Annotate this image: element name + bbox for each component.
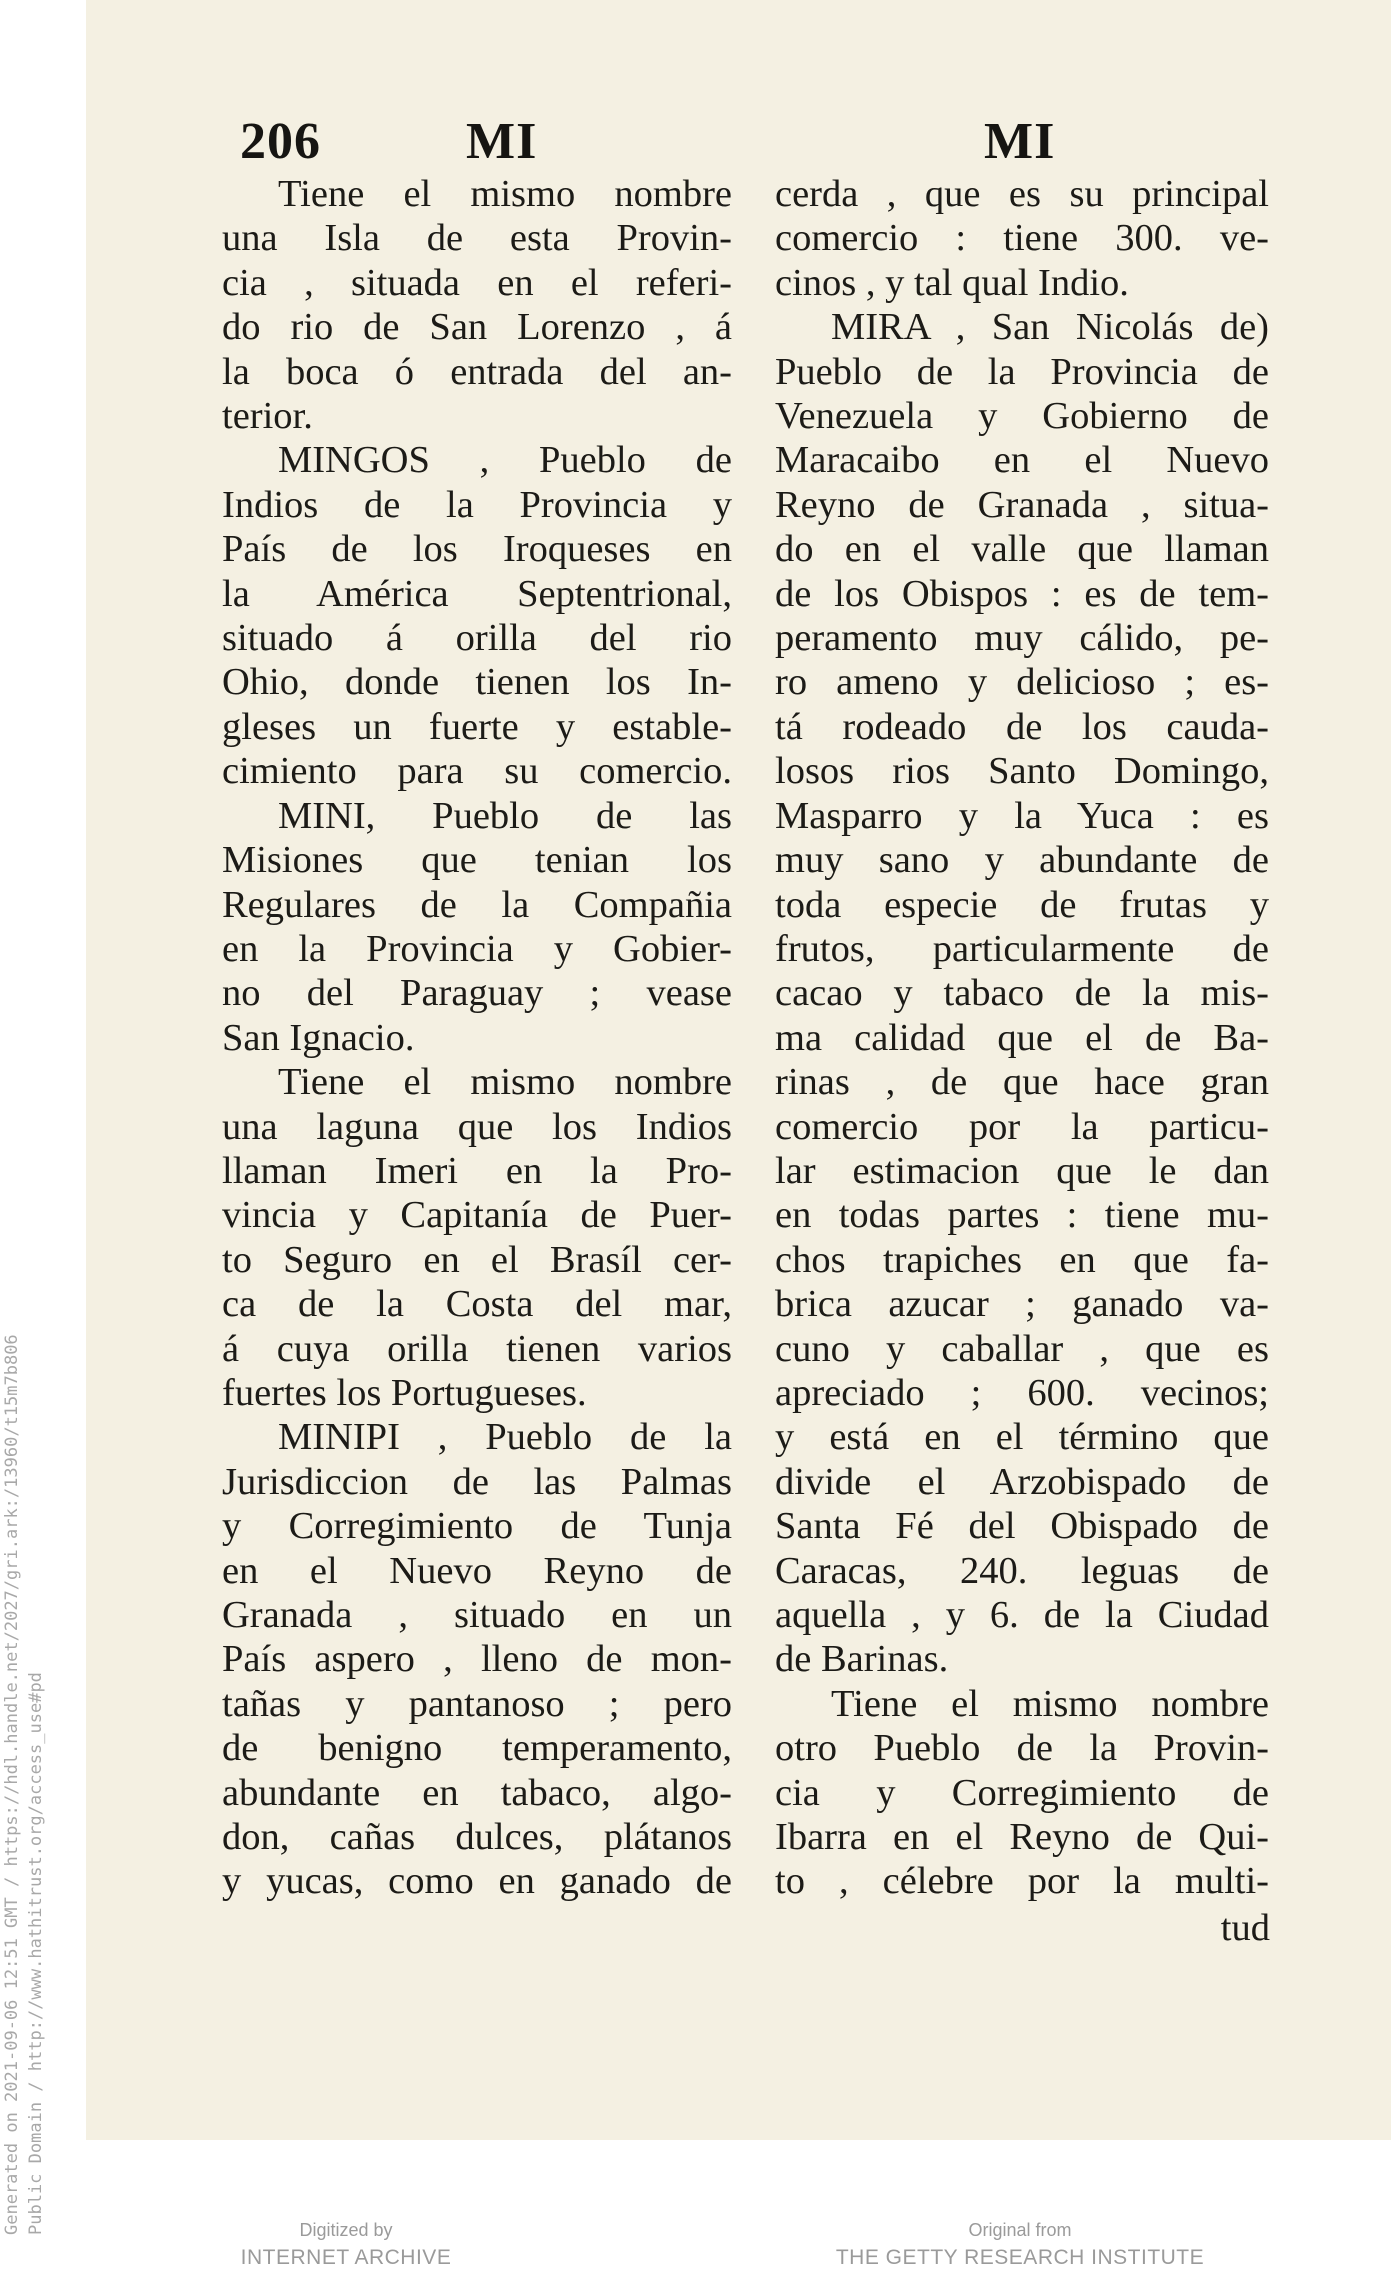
text-line: MINGOS , Pueblo de: [278, 439, 732, 482]
footer-left-caption: Digitized by: [299, 2220, 393, 2240]
text-line: llaman Imeri en la Pro-: [222, 1149, 732, 1192]
text-line: comercio : tiene 300. ve-: [775, 217, 1269, 260]
text-line: MIRA , San Nicolás de): [831, 306, 1269, 349]
text-line: una laguna que los Indios: [222, 1105, 732, 1148]
text-line: muy sano y abundante de: [775, 839, 1269, 882]
watermark-line-1: Generated on 2021-09-06 12:51 GMT / https://hdl.handle.net/2027/gri.ark:/13960/t15m7b806: [2, 1334, 22, 2235]
text-line: cia , situada en el referi-: [222, 261, 732, 304]
text-line: y Corregimiento de Tunja: [222, 1505, 732, 1548]
text-line: País de los Iroqueses en: [222, 528, 732, 571]
right-running-header: MI: [984, 113, 1056, 170]
text-line: Tiene el mismo nombre: [278, 1061, 732, 1104]
text-line: Tiene el mismo nombre: [831, 1682, 1269, 1725]
text-line: rinas , de que hace gran: [775, 1061, 1269, 1104]
footer-right-source: THE GETTY RESEARCH INSTITUTE: [835, 2246, 1205, 2269]
text-line: do rio de San Lorenzo , á: [222, 306, 732, 349]
text-line: lar estimacion que le dan: [775, 1149, 1269, 1192]
text-line: cinos , y tal qual Indio.: [775, 261, 1129, 304]
text-line: Misiones que tenian los: [222, 839, 732, 882]
text-line: apreciado ; 600. vecinos;: [775, 1371, 1269, 1414]
text-line: aquella , y 6. de la Ciudad: [775, 1594, 1269, 1636]
left-running-header: MI: [466, 113, 538, 170]
text-line: tañas y pantanoso ; pero: [222, 1682, 732, 1725]
text-line: de Barinas.: [775, 1638, 949, 1681]
text-line: divide el Arzobispado de: [775, 1460, 1269, 1503]
text-line: en la Provincia y Gobier-: [222, 927, 732, 970]
text-line: comercio por la particu-: [775, 1105, 1269, 1148]
text-line: Ibarra en el Reyno de Qui-: [775, 1816, 1269, 1859]
text-line: Pueblo de la Provincia de: [775, 350, 1269, 393]
footer-original-from: [830, 2216, 1210, 2272]
text-line: una Isla de esta Provin-: [222, 217, 732, 260]
text-line: la América Septentrional,: [222, 572, 732, 615]
text-line: cacao y tabaco de la mis-: [775, 972, 1269, 1015]
text-line: frutos, particularmente de: [775, 927, 1269, 970]
text-line: San Ignacio.: [222, 1016, 415, 1059]
text-line: ro ameno y delicioso ; es-: [775, 661, 1269, 704]
text-line: don, cañas dulces, plátanos: [222, 1816, 732, 1859]
text-line: Granada , situado en un: [222, 1594, 732, 1636]
footer-left-source: INTERNET ARCHIVE: [240, 2246, 452, 2269]
text-line: de benigno temperamento,: [222, 1727, 732, 1770]
text-line: gleses un fuerte y estable-: [222, 705, 732, 748]
text-line: á cuya orilla tienen varios: [222, 1327, 732, 1370]
text-line: situado á orilla del rio: [222, 617, 732, 660]
hathitrust-watermark: [0, 1334, 48, 2235]
text-line: Venezuela y Gobierno de: [775, 395, 1269, 438]
text-line: Maracaibo en el Nuevo: [775, 439, 1269, 482]
catchword: tud: [1220, 1907, 1270, 1949]
text-line: la boca ó entrada del an-: [222, 350, 732, 393]
page-number: 206: [240, 113, 321, 170]
text-line: y yucas, como en ganado de: [222, 1860, 732, 1903]
text-line: de los Obispos : es de tem-: [775, 572, 1269, 615]
left-text-column: [222, 172, 732, 1904]
text-line: MINIPI , Pueblo de la: [278, 1416, 732, 1459]
text-line: peramento muy cálido, pe-: [775, 617, 1269, 660]
text-line: MINI, Pueblo de las: [278, 794, 732, 837]
text-line: fuertes los Portugueses.: [222, 1371, 587, 1414]
text-line: en todas partes : tiene mu-: [775, 1194, 1269, 1237]
text-line: otro Pueblo de la Provin-: [775, 1727, 1269, 1770]
text-line: Indios de la Provincia y: [222, 483, 732, 526]
text-line: to , célebre por la multi-: [775, 1860, 1269, 1903]
text-line: Reyno de Granada , situa-: [775, 483, 1269, 526]
footer-digitized-by: [236, 2216, 456, 2272]
text-line: en el Nuevo Reyno de: [222, 1549, 732, 1592]
text-line: cerda , que es su principal: [775, 173, 1269, 215]
text-line: no del Paraguay ; vease: [222, 972, 732, 1015]
text-line: País aspero , lleno de mon-: [222, 1638, 732, 1681]
text-line: Jurisdiccion de las Palmas: [222, 1460, 732, 1503]
text-line: tá rodeado de los cauda-: [775, 705, 1269, 748]
text-line: vincia y Capitanía de Puer-: [222, 1194, 732, 1237]
text-line: Caracas, 240. leguas de: [775, 1549, 1269, 1592]
text-line: Santa Fé del Obispado de: [775, 1505, 1269, 1548]
text-line: cia y Corregimiento de: [775, 1771, 1269, 1814]
watermark-line-2: Public Domain / http://www.hathitrust.org/access_use#pd: [26, 1672, 46, 2235]
text-line: y está en el término que: [775, 1416, 1269, 1459]
text-line: ca de la Costa del mar,: [222, 1283, 732, 1326]
text-line: Masparro y la Yuca : es: [775, 794, 1269, 837]
text-line: Ohio, donde tienen los In-: [222, 661, 732, 704]
text-line: Tiene el mismo nombre: [278, 173, 732, 215]
text-line: brica azucar ; ganado va-: [775, 1283, 1269, 1326]
footer-right-caption: Original from: [968, 2220, 1072, 2240]
text-line: abundante en tabaco, algo-: [222, 1771, 732, 1814]
text-line: to Seguro en el Brasíl cer-: [222, 1238, 732, 1281]
text-line: chos trapiches en que fa-: [775, 1238, 1269, 1281]
text-line: toda especie de frutas y: [775, 883, 1269, 926]
text-line: ma calidad que el de Ba-: [775, 1016, 1269, 1059]
text-line: terior.: [222, 395, 313, 438]
text-line: cuno y caballar , que es: [775, 1327, 1269, 1370]
right-text-column: [775, 172, 1269, 1904]
text-line: Regulares de la Compañia: [222, 883, 732, 926]
text-line: do en el valle que llaman: [775, 528, 1269, 571]
text-line: cimiento para su comercio.: [222, 750, 732, 793]
text-line: losos rios Santo Domingo,: [775, 750, 1269, 793]
